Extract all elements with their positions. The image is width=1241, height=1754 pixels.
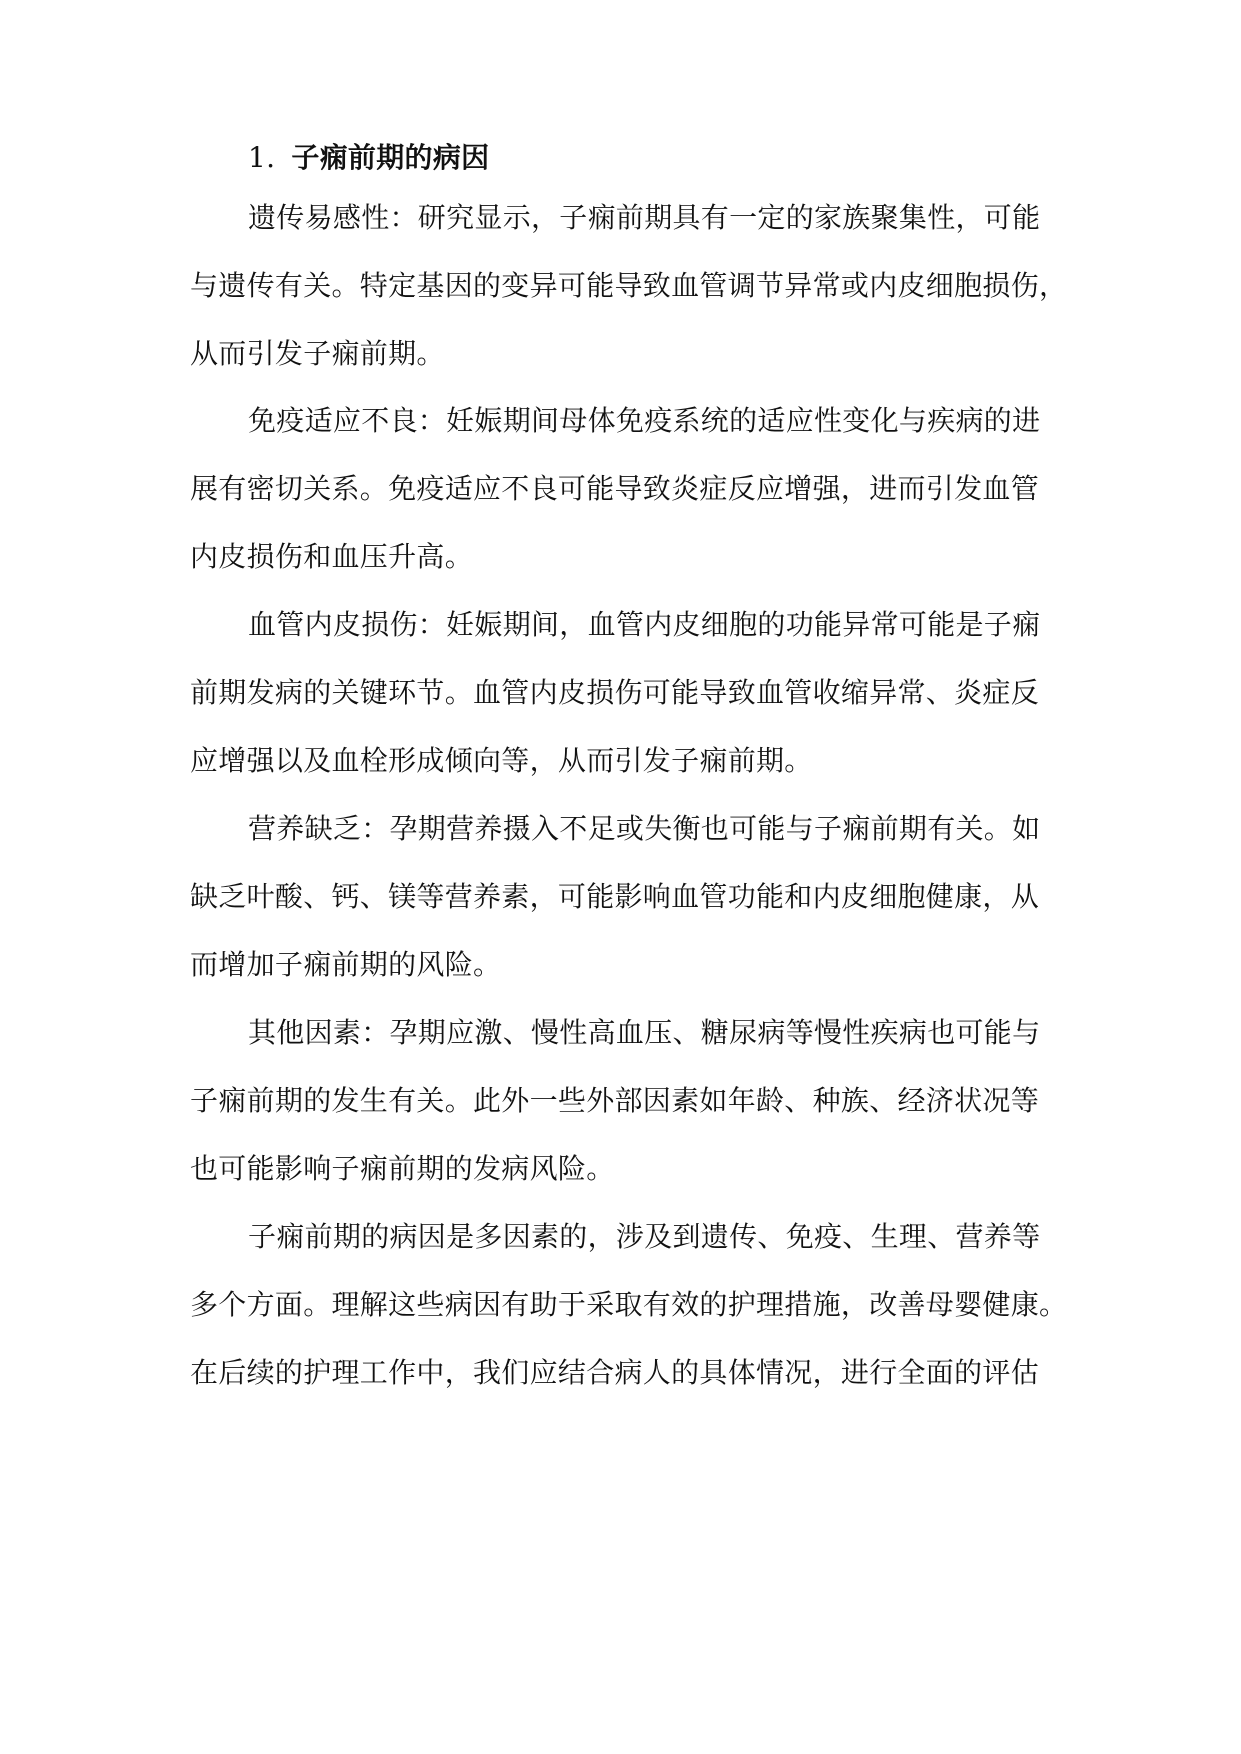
paragraph-line: 在后续的护理工作中，我们应结合病人的具体情况，进行全面的评估 — [190, 1356, 1040, 1389]
section-heading — [248, 138, 1060, 178]
paragraph-line: 血管内皮损伤：妊娠期间，血管内皮细胞的功能异常可能是子痫 — [248, 608, 1041, 641]
paragraph-line: 而增加子痫前期的风险。 — [190, 948, 502, 981]
paragraph-line: 子痫前期的发生有关。此外一些外部因素如年龄、种族、经济状况等 — [190, 1084, 1040, 1117]
paragraph-line: 前期发病的关键环节。血管内皮损伤可能导致血管收缩异常、炎症反 — [190, 676, 1040, 709]
paragraph-line: 缺乏叶酸、钙、镁等营养素，可能影响血管功能和内皮细胞健康，从 — [190, 880, 1040, 913]
section-title: 子痫前期的病因 — [291, 141, 490, 174]
paragraph-line: 子痫前期的病因是多因素的，涉及到遗传、免疫、生理、营养等 — [248, 1220, 1041, 1253]
paragraph-line: 免疫适应不良：妊娠期间母体免疫系统的适应性变化与疾病的进 — [248, 404, 1041, 437]
paragraph-line: 多个方面。理解这些病因有助于采取有效的护理措施，改善母婴健康。 — [190, 1288, 1068, 1321]
section-number: 1. — [248, 141, 276, 174]
paragraph-line: 展有密切关系。免疫适应不良可能导致炎症反应增强，进而引发血管 — [190, 472, 1040, 505]
paragraph-line: 应增强以及血栓形成倾向等，从而引发子痫前期。 — [190, 744, 813, 777]
paragraph-line: 与遗传有关。特定基因的变异可能导致血管调节异常或内皮细胞损伤， — [190, 269, 1068, 302]
paragraph-line: 营养缺乏：孕期营养摄入不足或失衡也可能与子痫前期有关。如 — [248, 812, 1041, 845]
paragraph-line: 从而引发子痫前期。 — [190, 337, 445, 370]
paragraph-line: 内皮损伤和血压升高。 — [190, 540, 474, 573]
paragraph-line: 遗传易感性：研究显示，子痫前期具有一定的家族聚集性，可能 — [248, 201, 1041, 234]
paragraph-line: 也可能影响子痫前期的发病风险。 — [190, 1152, 615, 1185]
paragraph-line: 其他因素：孕期应激、慢性高血压、糖尿病等慢性疾病也可能与 — [248, 1016, 1041, 1049]
